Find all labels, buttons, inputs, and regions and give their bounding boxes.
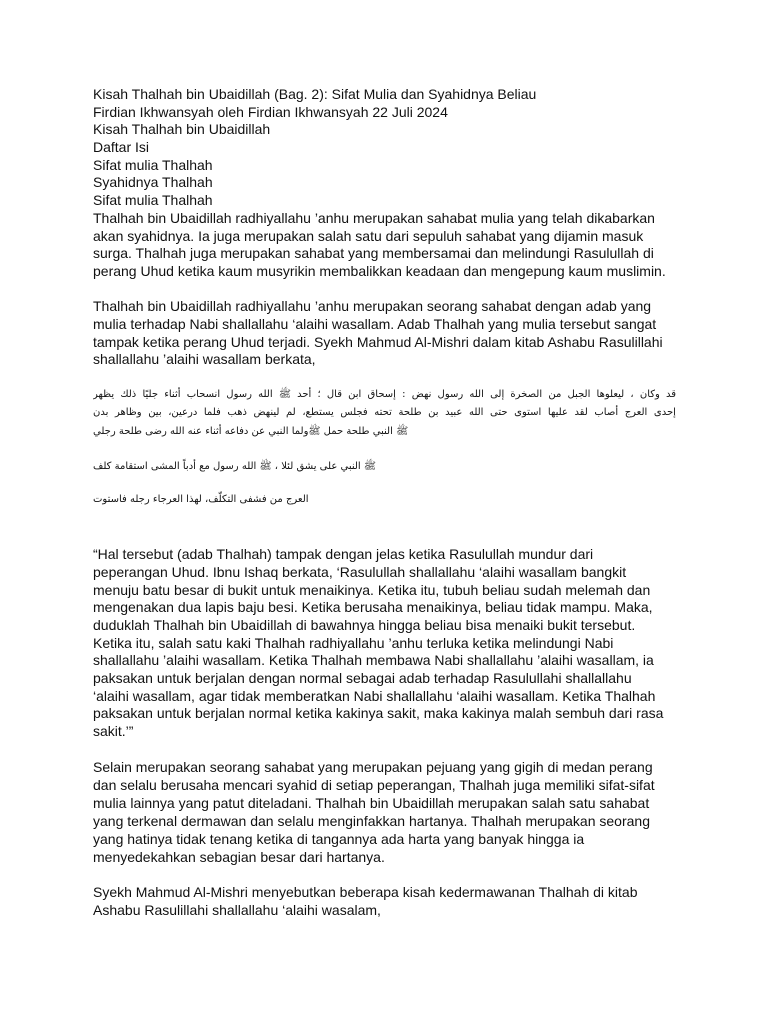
paragraph-line: yang terkenal dermawan dan selalu menginfakkan hartanya. Thalhah merupakan seorang [93,813,650,829]
arabic-word: طلحة [398,407,422,419]
arabic-word: رضى [145,425,167,437]
arabic-word: طلحة [118,425,142,437]
toc-item: Sifat mulia Thalhah [93,156,213,173]
arabic-word: أصاب [594,407,619,419]
article-header [93,86,666,369]
paragraph-line: Thalhah bin Ubaidillah radhiyallahu ’anhu merupakan seorang sahabat dengan adab yang [93,298,652,315]
paragraph-gap [93,281,666,299]
arabic-word: بدن [93,407,109,419]
paragraph-line: duduklah Thalhah bin Ubaidillah di bawahnya hingga beliau bisa menaiki bukit tersebut. [93,616,636,633]
paragraph-line: Thalhah bin Ubaidillah radhiyallahu ’anhu merupakan sahabat mulia yang telah dikabarkan [93,209,655,226]
arabic-word: حتى [490,407,508,419]
arabic-word: نهض [411,388,432,400]
paragraph-line: shallallahu ’alaihi wasallam berkata, [93,351,316,368]
arabic-word: ، [274,460,279,472]
arabic-word: يظهر [93,388,115,400]
paragraph-line: mulia lainnya yang patut diteladani. Thalhah bin Ubaidillah merupakan salah satu sahabat [93,795,650,811]
arabic-word: من [269,493,283,505]
arabic-word: لهذا [186,493,202,505]
paragraph-line: paksakan untuk berjalan normal ketika kakinya sakit, maka kakinya malah sembuh dari rasa [93,705,664,722]
arabic-line [93,423,676,442]
arabic-line [93,458,676,477]
arabic-word: يستطع، [302,407,334,419]
byline: Firdian Ikhwansyah oleh Firdian Ikhwansyah 22 Juli 2024 [93,103,448,120]
arabic-line [93,386,676,405]
arabic-quote-paragraph [93,386,676,442]
arabic-word: استوى [514,407,542,419]
arabic-word: الله [169,425,185,437]
arabic-word: درعين، [168,407,198,419]
arabic-word: عبيد [445,407,463,419]
section-title: Sifat mulia Thalhah [93,192,213,209]
arabic-word: ، [630,388,634,400]
paragraph-line: shallallahu ’alaihi wasallam. Ketika Thalhah membawa Nabi shallallahu ’alaihi wasallam, ia [93,652,654,669]
arabic-word: استقامة [114,460,148,472]
arabic-word: لم [286,407,296,419]
arabic-word: على [319,460,338,472]
arabic-word: ابن [348,388,362,400]
arabic-word: من [548,388,562,400]
arabic-word: النبي [268,425,289,437]
paragraph-line: perang Uhud ketika kaum musyrikin membalikkan keadaan dan mengepung kaum muslimin. [93,262,666,279]
arabic-word: بن [428,407,439,419]
arabic-word: المشى [150,460,180,472]
paragraph-line: tampak ketika perang Uhud terjadi. Syekh Mahmud Al-Mishri dalam kitab Ashabu Rasulillahi [93,333,663,350]
paragraph-generosity [93,758,655,866]
arabic-word: لقد [574,407,588,419]
arabic-word: ﷺ [363,460,376,472]
arabic-word: انسحاب [186,388,221,400]
arabic-quote-line-2 [93,458,676,477]
arabic-line [93,404,676,423]
arabic-word: ﷺ [396,425,409,437]
arabic-word: عن [251,425,266,437]
paragraph-line: paksakan untuk berjalan dengan normal sebagai adab terhadap Rasulullahi shallallahu [93,669,632,686]
article-title: Kisah Thalhah bin Ubaidillah (Bag. 2): Sifat Mulia dan Syahidnya Beliau [93,86,537,102]
paragraph-line: Ketika itu, salah satu kaki Thalhah radhiyallahu ’anhu terluka ketika melindungi Nabi [93,634,614,651]
arabic-word: رسول [213,460,239,472]
paragraph-line: ‘alaihi wasallam, agar tidak memberatkan Nabi shallallahu ‘alaihi wasallam. Ketika Thalhah [93,687,656,704]
arabic-word: : [402,388,406,400]
arabic-word: ﷺولما [291,425,321,437]
paragraph-line: Selain merupakan seorang sahabat yang merupakan pejuang yang gigih di medan perang [93,759,653,775]
paragraph-line: yang hatinya tidak tenang ketika di tangannya ada harta yang banyak hingga ia [93,831,585,847]
arabic-word: النبي [340,460,361,472]
arabic-word: دفاعه [224,425,249,437]
arabic-word: عليها [547,407,568,419]
arabic-word: ذلك [120,388,137,400]
section-heading: Kisah Thalhah bin Ubaidillah [93,121,271,138]
arabic-word: رسول [437,388,464,400]
arabic-word: مع [199,460,210,472]
arabic-word: بين [148,407,162,419]
arabic-word: العرج [285,493,309,505]
arabic-word: ذهب [227,407,247,419]
arabic-word: الجبل [567,388,591,400]
arabic-word: أدباً [182,460,196,472]
paragraph-line: “Hal tersebut (adab Thalhah) tampak dengan jelas ketika Rasulullah mundur dari [93,546,594,563]
arabic-word: طلحة [346,425,370,437]
arabic-word: يشق [296,460,317,472]
arabic-word: وكان [639,388,660,400]
arabic-word: حمل [323,425,344,437]
paragraph-line: mulia terhadap Nabi shallallahu ‘alaihi wasallam. Adab Thalhah yang mulia tersebut sangat [93,315,657,332]
paragraph-line: Ashabu Rasulillahi shallallahu ‘alaihi wasalam, [93,902,381,918]
paragraph-line: menuju batu besar di bukit untuk menaikinya. Ketika itu, tubuh beliau sudah melemah dan [93,581,651,598]
arabic-word: الله [241,460,257,472]
arabic-word: ﷺ [259,460,272,472]
toc-heading: Daftar Isi [93,139,150,156]
arabic-word: فاستوت [93,493,127,505]
paragraph-intro [93,210,666,281]
arabic-word: تحته [374,407,392,419]
arabic-word: ﷺ [278,388,291,400]
arabic-word: جليًا [142,388,158,400]
paragraph-line: Syekh Mahmud Al-Mishri menyebutkan beberapa kisah kedermawanan Thalhah di kitab [93,884,638,900]
paragraph-line: akan syahidnya. Ia juga merupakan salah satu dari sepuluh sahabat yang dijamin masuk [93,227,644,244]
paragraph-line: peperangan Uhud. Ibnu Ishaq berkata, ‘Rasulullah shallallahu ‘alaihi wasallam bangkit [93,563,627,580]
arabic-word: قال [326,388,342,400]
arabic-word: فجلس [340,407,368,419]
arabic-word: لينهض [253,407,280,419]
arabic-word: الصخرة [510,388,543,400]
arabic-word: رجلي [93,425,116,437]
arabic-word: ؛ [317,388,321,400]
arabic-word: أحد [297,388,312,400]
paragraph-adab [93,298,666,369]
arabic-word: كلف [93,460,112,472]
arabic-word: التكلّف، [205,493,237,505]
arabic-word: ليعلوها [596,388,625,400]
arabic-word: إلى [490,388,505,400]
paragraph-line: surga. Thalhah juga merupakan sahabat yang membersamai dan melindungi Rasulullah di [93,245,654,262]
paragraph-line: sakit.’” [93,723,134,740]
arabic-word: قد [666,388,676,400]
arabic-word: عنه [187,425,203,437]
paragraph-line: dan selalu berusaha mencari syahid di setiap peperangan, Thalhah juga memiliki sifat-sifat [93,777,655,793]
toc-item: Syahidnya Thalhah [93,174,213,191]
arabic-word: أثناء [205,425,222,437]
arabic-word: لئلا [281,460,294,472]
arabic-word: إسحاق [367,388,396,400]
arabic-word: الله [469,388,484,400]
arabic-line [93,491,676,510]
arabic-word: النبي [372,425,393,437]
arabic-word: وظاهر [114,407,142,419]
arabic-word: رسول [226,388,252,400]
arabic-word: إحدى [653,407,676,419]
arabic-word: فشفى [239,493,267,505]
arabic-word: الله [258,388,273,400]
arabic-word: فلما [203,407,221,419]
arabic-word: الله [468,407,484,419]
paragraph-line: mengenakan dua lapis baju besi. Ketika berusaha menaikinya, beliau tidak mampu. Maka, [93,599,653,616]
arabic-word: العرجاء [152,493,183,505]
paragraph-quote [93,546,663,741]
arabic-quote-line-3 [93,491,676,510]
paragraph-line: menyedekahkan sebagian besar dari hartanya. [93,849,385,865]
arabic-word: العرج [624,407,648,419]
paragraph-kedermawanan [93,883,638,919]
arabic-word: رجله [130,493,150,505]
arabic-word: أثناء [164,388,181,400]
